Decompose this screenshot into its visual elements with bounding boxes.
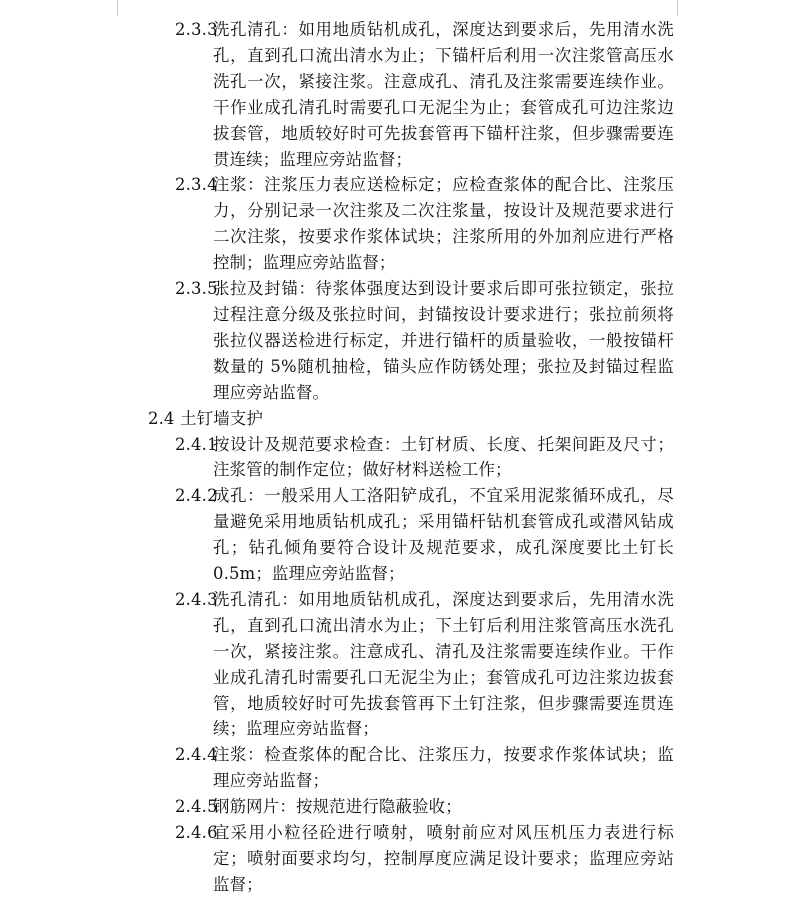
list-item bbox=[0, 820, 674, 898]
list-item bbox=[0, 794, 674, 820]
item-number: 2.3.5 bbox=[175, 279, 218, 299]
item-text: 按设计及规范要求检查：土钉材质、长度、托架间距及尺寸；注浆管的制作定位；做好材料送检工作； bbox=[213, 434, 674, 480]
item-number: 2.4.1 bbox=[175, 434, 218, 454]
item-number: 2.4.6 bbox=[175, 823, 218, 843]
page-corner-mark-right bbox=[677, 0, 678, 16]
item-text: 注浆：注浆压力表应送检标定；应检查浆体的配合比、注浆压力，分别记录一次注浆及二次注浆量，按设计及规范要求进行二次注浆，按要求作浆体试块；注浆所用的外加剂应进行严格控制；监理应旁站监督； bbox=[213, 175, 674, 273]
list-item bbox=[0, 483, 674, 587]
section-title: 土钉墙支护 bbox=[180, 408, 264, 428]
item-number: 2.3.4 bbox=[175, 175, 218, 195]
item-number: 2.4.3 bbox=[175, 589, 218, 609]
item-text: 宜采用小粒径砼进行喷射，喷射前应对风压机压力表进行标定；喷射面要求均匀，控制厚度应满足设计要求；监理应旁站监督； bbox=[213, 823, 674, 894]
section-number: 2.4 bbox=[148, 408, 175, 428]
document-body bbox=[0, 17, 794, 898]
section-heading bbox=[0, 406, 794, 432]
list-item bbox=[0, 432, 674, 484]
item-text: 钢筋网片：按规范进行隐蔽验收； bbox=[213, 797, 462, 817]
item-text: 张拉及封锚：待浆体强度达到设计要求后即可张拉锁定，张拉过程注意分级及张拉时间，封锚按设计要求进行；张拉前须将张拉仪器送检进行标定，并进行锚杆的质量验收，一般按锚杆数量的 5%随机抽检，锚头应作防锈处理；张拉及封锚过程监理应旁站监督。 bbox=[213, 279, 674, 402]
item-text: 注浆：检查浆体的配合比、注浆压力，按要求作浆体试块；监理应旁站监督； bbox=[213, 745, 674, 791]
list-item bbox=[0, 587, 674, 742]
item-number: 2.4.2 bbox=[175, 486, 218, 506]
item-text: 洗孔清孔：如用地质钻机成孔，深度达到要求后，先用清水洗孔，直到孔口流出清水为止；下锚杆后利用一次注浆管高压水洗孔一次，紧接注浆。注意成孔、清孔及注浆需要连续作业。干作业成孔清孔时需要孔口无泥尘为止；套管成孔可边注浆边拔套管，地质较好时可先拔套管再下锚杆注浆，但步骤需要连贯连续；监理应旁站监督； bbox=[213, 20, 674, 169]
item-number: 2.4.5 bbox=[175, 797, 218, 817]
list-item bbox=[0, 742, 674, 794]
list-item bbox=[0, 172, 674, 276]
page-corner-mark-left bbox=[117, 0, 118, 16]
list-item bbox=[0, 17, 674, 172]
item-text: 洗孔清孔：如用地质钻机成孔，深度达到要求后，先用清水洗孔，直到孔口流出清水为止；下土钉后利用注浆管高压水洗孔一次，紧接注浆。注意成孔、清孔及注浆需要连续作业。干作业成孔清孔时需要孔口无泥尘为止；套管成孔可边注浆边拔套管，地质较好时可先拔套管再下土钉注浆，但步骤需要连贯连续；监理应旁站监督； bbox=[213, 589, 674, 739]
item-number: 2.3.3 bbox=[175, 20, 218, 39]
item-number: 2.4.4 bbox=[175, 745, 218, 765]
list-item bbox=[0, 276, 674, 406]
item-text: 成孔：一般采用人工洛阳铲成孔，不宜采用泥浆循环成孔，尽量避免采用地质钻机成孔；采用锚杆钻机套管成孔或潜风钻成孔；钻孔倾角要符合设计及规范要求，成孔深度要比土钉长 0.5m；监理应旁站监督； bbox=[213, 486, 674, 584]
